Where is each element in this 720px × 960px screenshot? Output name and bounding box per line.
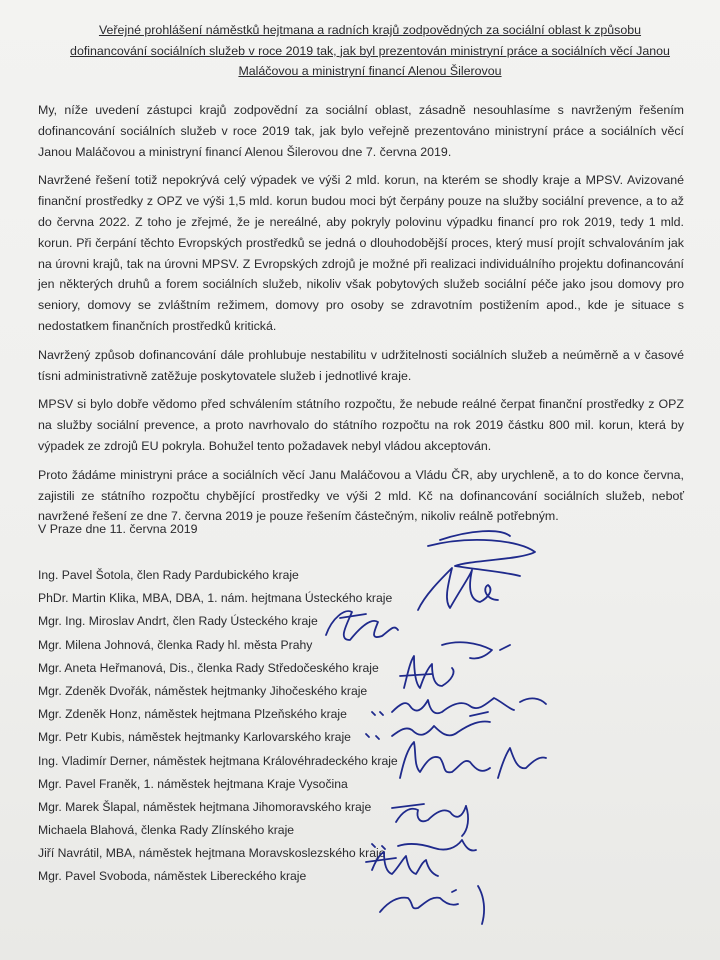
signatory-dvorak: Mgr. Zdeněk Dvořák, náměstek hejtmanky Jihočeského kraje — [38, 683, 368, 698]
signatory-hermanova: Mgr. Aneta Heřmanová, Dis., členka Rady Středočeského kraje — [38, 660, 379, 675]
signatory-kubis: Mgr. Petr Kubis, náměstek hejtmanky Karlovarského kraje — [38, 730, 351, 745]
signature-navratil — [380, 886, 484, 924]
place-date: V Praze dne 11. června 2019 — [38, 522, 198, 536]
document-title: Veřejné prohlášení náměstků hejtmana a radních krajů zodpovědných za sociální oblast k způsobu dofinancování sociálních služeb v roce 2019 tak, jak byl prezentován ministryní práce a sociálních věcí Janou Maláčovou a ministryní financí Alenou Šilerovou — [70, 23, 670, 79]
signatory-navratil: Jiří Navrátil, MBA, náměstek hejtmana Moravskoslezského kraje — [38, 846, 386, 861]
signatory-slapal: Mgr. Marek Šlapal, náměstek hejtmana Jihomoravského kraje — [38, 799, 372, 814]
signatory-blahova: Michaela Blahová, členka Rady Zlínského kraje — [38, 823, 295, 838]
signatory-franek: Mgr. Pavel Franěk, 1. náměstek hejtmana Kraje Vysočina — [38, 776, 348, 791]
signatory-klika: PhDr. Martin Klika, MBA, DBA, 1. nám. hejtmana Ústeckého kraje — [38, 591, 393, 606]
paragraph-4: MPSV si bylo dobře vědomo před schválením státního rozpočtu, že nebude reálné čerpat finanční prostředky z OPZ na služby sociální prevence, a proto navrhovalo do státního rozpočtu na rok 2019 částku 800 mil. korun, která by výpadek ze zdrojů EU pokryla. Bohužel tento požadavek nebyl vládou akceptován. — [38, 397, 684, 453]
document-body — [38, 100, 684, 535]
paragraph-2: Navržené řešení totiž nepokrývá celý výpadek ve výši 2 mld. korun, na kterém se shodly kraje a MPSV. Avizované finanční prostředky z OPZ ve výši 1,5 mld. korun budou moci být čerpány pouze na služby sociální prevence, a to až do června 2022. Z toho je zřejmé, že je nereálné, aby pokryly polovinu výpadku financí pro rok 2019, tedy 1 mld. korun. Při čerpání těchto Evropských prostředků se jedná o dlouhodobější proces, který musí projít schvalováním jak na úrovni krajů, tak na úrovni MPSV. Z Evropských zdrojů je možné při realizaci individuálního projektu dofinancování jen některých druhů a forem sociálních služeb, nikoliv však pobytových služeb sociální péče jako jsou domovy pro seniory, domovy se zvláštním režimem, domovy pro osoby se zdravotním postižením apod., kde je situace s nedostatkem finančních prostředků kritická. — [38, 173, 684, 333]
signatory-sotola: Ing. Pavel Šotola, člen Rady Pardubického kraje — [38, 568, 299, 582]
signatory-derner: Ing. Vladimír Derner, náměstek hejtmana Královéhradeckého kraje — [38, 753, 398, 768]
signatory-johnova: Mgr. Milena Johnová, členka Rady hl. města Prahy — [38, 637, 313, 652]
signatory-svoboda: Mgr. Pavel Svoboda, náměstek Libereckého kraje — [38, 869, 307, 884]
paragraph-1: My, níže uvedení zástupci krajů zodpovědní za sociální oblast, zásadně nesouhlasíme s navrženým řešením dofinancování sociálních služeb v roce 2019 tak, jak bylo veřejně prezentováno ministryní práce a sociálních věcí Janou Maláčovou a ministryní financí Alenou Šilerovou dne 7. června 2019. — [38, 103, 684, 159]
signatory-andrt: Mgr. Ing. Miroslav Andrt, člen Rady Ústeckého kraje — [38, 614, 318, 629]
paragraph-5: Proto žádáme ministryni práce a sociálních věcí Janu Maláčovou a Vládu ČR, aby urychleně, a to do konce června, zajistili ze státního rozpočtu chybějící prostředky ve výši 2 mld. Kč na dofinancování sociálních služeb, neboť navržené řešení ze dne 7. června 2019 je pouze řešením částečným, nikoliv reálně potřebným. — [38, 467, 684, 524]
signatory-honz: Mgr. Zdeněk Honz, náměstek hejtmana Plzeňského kraje — [38, 707, 347, 722]
paragraph-3: Navržený způsob dofinancování dále prohlubuje nestabilitu v udržitelnosti sociálních služeb a neúměrně a v časové tísni administrativně zatěžuje poskytovatele služeb i jednotlivé kraje. — [38, 347, 684, 383]
signatory-list — [38, 564, 478, 889]
